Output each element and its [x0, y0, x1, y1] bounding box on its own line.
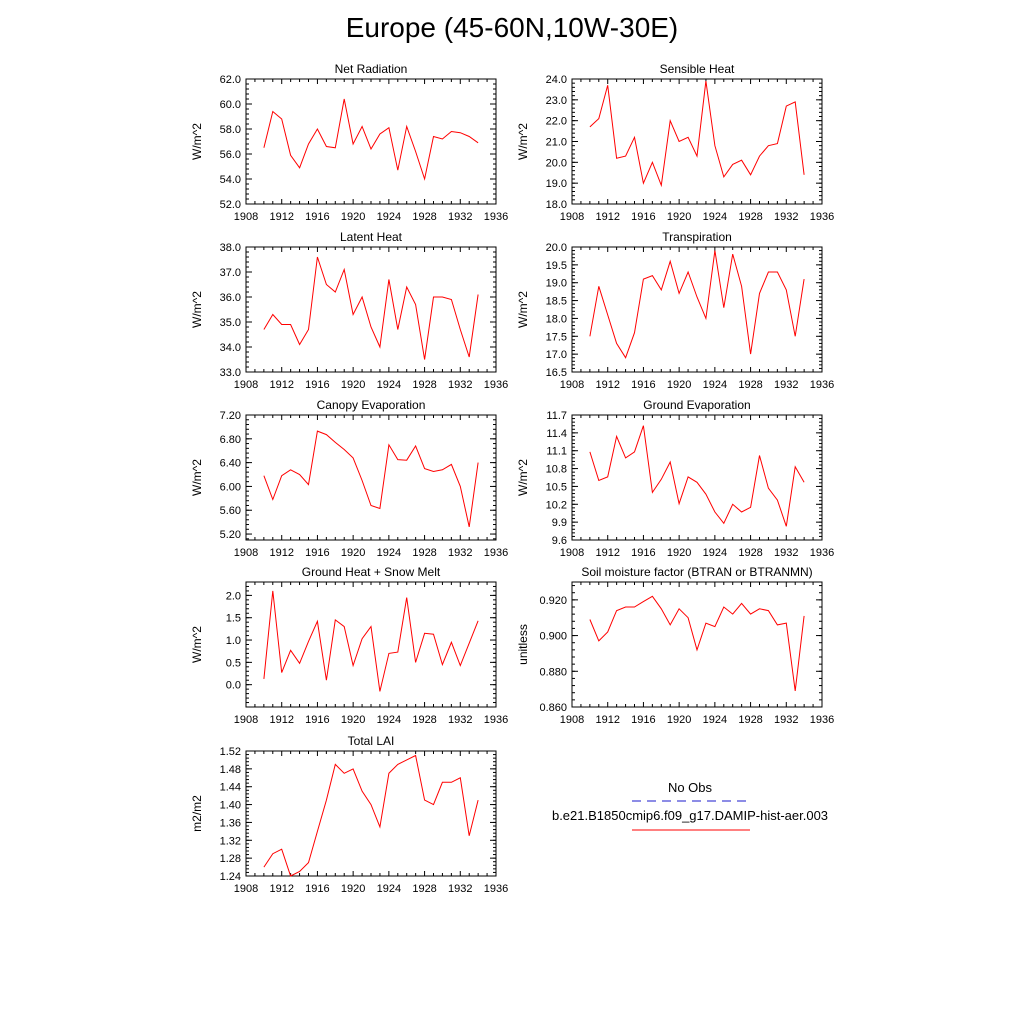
y-tick-label: 0.920 [539, 594, 567, 607]
legend [552, 780, 828, 830]
x-tick-label: 1924 [376, 714, 402, 726]
x-tick-label: 1924 [702, 211, 728, 223]
x-tick-label: 1936 [483, 547, 509, 559]
x-tick-label: 1912 [595, 379, 620, 391]
y-tick-label: 1.28 [219, 853, 241, 866]
series-line [590, 81, 804, 185]
x-tick-label: 1924 [702, 547, 728, 559]
series-line [264, 591, 478, 692]
series-line [264, 257, 478, 360]
x-tick-label: 1908 [233, 714, 259, 726]
x-tick-label: 1916 [631, 547, 656, 559]
legend-model-label: b.e21.B1850cmip6.f09_g17.DAMIP-hist-aer.003 [551, 808, 829, 823]
y-tick-label: 17.5 [545, 331, 567, 344]
y-tick-label: 1.36 [219, 817, 241, 830]
y-tick-label: 18.5 [545, 295, 567, 308]
y-tick-label: 0.0 [225, 679, 241, 692]
y-tick-label: 19.0 [545, 178, 567, 191]
panel-title: Ground Evaporation [643, 398, 751, 412]
x-tick-label: 1916 [305, 379, 330, 391]
y-tick-label: 9.6 [551, 535, 567, 547]
x-tick-label: 1936 [483, 714, 509, 726]
x-tick-label: 1912 [269, 547, 294, 559]
x-tick-label: 1924 [376, 883, 402, 895]
y-tick-label: 1.48 [219, 763, 241, 776]
y-tick-label: 56.0 [219, 149, 241, 161]
x-tick-label: 1908 [559, 714, 585, 726]
x-tick-label: 1932 [448, 883, 473, 895]
y-tick-label: 11.4 [546, 427, 567, 440]
y-tick-label: 9.9 [551, 517, 567, 530]
y-tick-label: 33.0 [219, 367, 241, 379]
x-tick-label: 1920 [340, 714, 366, 726]
chart-panel-9 [190, 734, 508, 895]
x-tick-label: 1936 [483, 883, 509, 895]
x-tick-label: 1912 [269, 714, 294, 726]
y-tick-label: 36.0 [219, 292, 241, 304]
y-tick-label: 6.00 [219, 481, 241, 494]
y-tick-label: 5.20 [219, 529, 241, 542]
plot-frame [246, 79, 496, 204]
x-tick-label: 1928 [412, 379, 437, 391]
panel-title: Ground Heat + Snow Melt [301, 565, 441, 579]
figure-title: Europe (45-60N,10W-30E) [345, 12, 679, 43]
x-tick-label: 1920 [340, 211, 366, 223]
y-tick-label: 18.0 [545, 313, 567, 326]
x-tick-label: 1912 [269, 379, 294, 391]
x-tick-label: 1924 [702, 714, 728, 726]
x-tick-label: 1928 [738, 547, 763, 559]
x-tick-label: 1908 [559, 547, 585, 559]
x-tick-label: 1936 [483, 379, 509, 391]
y-tick-label: 52.0 [219, 199, 241, 211]
x-tick-label: 1932 [774, 379, 799, 391]
x-tick-label: 1928 [412, 714, 437, 726]
y-tick-label: 10.8 [545, 463, 567, 476]
chart-panel-2 [516, 62, 834, 223]
y-axis-label: W/m^2 [190, 291, 204, 328]
x-tick-label: 1912 [595, 547, 620, 559]
y-tick-label: 6.80 [219, 433, 241, 446]
panel-title: Net Radiation [334, 62, 408, 76]
y-axis-label: W/m^2 [516, 123, 530, 160]
y-tick-label: 10.2 [545, 499, 567, 512]
x-tick-label: 1920 [340, 547, 366, 559]
x-tick-label: 1932 [774, 714, 799, 726]
x-tick-label: 1916 [305, 211, 330, 223]
x-tick-label: 1920 [666, 379, 692, 391]
x-tick-label: 1912 [269, 211, 294, 223]
y-tick-label: 17.0 [545, 349, 567, 362]
x-tick-label: 1936 [809, 211, 835, 223]
panel-title: Total LAI [347, 734, 395, 748]
y-tick-label: 2.0 [225, 590, 241, 603]
x-tick-label: 1908 [559, 211, 585, 223]
series-line [590, 251, 804, 358]
y-tick-label: 35.0 [219, 317, 241, 329]
y-tick-label: 21.0 [545, 136, 567, 149]
y-tick-label: 1.52 [219, 746, 241, 758]
x-tick-label: 1920 [340, 379, 366, 391]
y-axis-label: W/m^2 [516, 459, 530, 496]
y-tick-label: 1.44 [219, 781, 241, 794]
x-tick-label: 1924 [376, 379, 402, 391]
y-tick-label: 22.0 [545, 115, 567, 128]
y-axis-label: m2/m2 [190, 795, 204, 832]
x-tick-label: 1916 [305, 714, 330, 726]
y-tick-label: 1.24 [219, 871, 241, 883]
plot-frame [246, 247, 496, 372]
x-tick-label: 1908 [233, 211, 259, 223]
plot-frame [246, 751, 496, 876]
y-tick-label: 62.0 [219, 74, 241, 86]
y-tick-label: 5.60 [219, 505, 241, 518]
chart-panel-1 [190, 62, 508, 223]
y-tick-label: 0.880 [539, 666, 567, 679]
y-axis-label: W/m^2 [190, 459, 204, 496]
x-tick-label: 1936 [809, 379, 835, 391]
x-tick-label: 1912 [595, 714, 620, 726]
x-tick-label: 1932 [448, 547, 473, 559]
y-tick-label: 0.5 [225, 657, 241, 670]
x-tick-label: 1912 [595, 211, 620, 223]
y-axis-label: unitless [516, 624, 530, 665]
x-tick-label: 1932 [448, 379, 473, 391]
y-tick-label: 60.0 [219, 99, 241, 111]
x-tick-label: 1924 [376, 547, 402, 559]
x-tick-label: 1916 [305, 883, 330, 895]
chart-panel-3 [190, 230, 508, 391]
y-tick-label: 19.0 [545, 277, 567, 290]
x-tick-label: 1932 [448, 714, 473, 726]
x-tick-label: 1936 [809, 714, 835, 726]
chart-panel-5 [190, 398, 508, 559]
y-tick-label: 6.40 [219, 457, 241, 470]
series-line [590, 426, 804, 527]
x-tick-label: 1908 [233, 379, 259, 391]
x-tick-label: 1920 [666, 211, 692, 223]
x-tick-label: 1920 [666, 714, 692, 726]
x-tick-label: 1916 [631, 379, 656, 391]
x-tick-label: 1916 [631, 211, 656, 223]
y-tick-label: 54.0 [219, 174, 241, 186]
y-tick-label: 0.860 [539, 702, 567, 714]
x-tick-label: 1936 [483, 211, 509, 223]
y-tick-label: 10.5 [545, 481, 567, 494]
y-tick-label: 11.7 [546, 410, 567, 422]
x-tick-label: 1916 [305, 547, 330, 559]
x-tick-label: 1932 [774, 211, 799, 223]
y-tick-label: 1.0 [225, 635, 241, 648]
series-line [590, 596, 804, 691]
x-tick-label: 1908 [233, 883, 259, 895]
x-tick-label: 1928 [738, 211, 763, 223]
y-tick-label: 20.0 [545, 157, 567, 170]
x-tick-label: 1936 [809, 547, 835, 559]
y-tick-label: 19.5 [545, 259, 567, 272]
x-tick-label: 1916 [631, 714, 656, 726]
series-line [264, 431, 478, 527]
x-tick-label: 1928 [412, 883, 437, 895]
x-tick-label: 1924 [702, 379, 728, 391]
y-axis-label: W/m^2 [190, 123, 204, 160]
y-tick-label: 58.0 [219, 124, 241, 136]
panel-title: Transpiration [662, 230, 732, 244]
x-tick-label: 1928 [738, 714, 763, 726]
y-tick-label: 24.0 [545, 74, 567, 86]
panel-title: Canopy Evaporation [316, 398, 426, 412]
y-axis-label: W/m^2 [516, 291, 530, 328]
x-tick-label: 1928 [738, 379, 763, 391]
panel-title: Latent Heat [339, 230, 403, 244]
y-tick-label: 23.0 [545, 94, 567, 107]
y-tick-label: 0.900 [539, 630, 567, 643]
x-tick-label: 1920 [666, 547, 692, 559]
plot-frame [572, 247, 822, 372]
panel-title: Soil moisture factor (BTRAN or BTRANMN) [581, 565, 813, 579]
y-tick-label: 18.0 [545, 199, 567, 211]
chart-panel-8 [516, 565, 834, 726]
x-tick-label: 1920 [340, 883, 366, 895]
plot-frame [572, 582, 822, 707]
x-tick-label: 1912 [269, 883, 294, 895]
x-tick-label: 1932 [448, 211, 473, 223]
legend-obs-label: No Obs [667, 780, 713, 795]
y-tick-label: 1.5 [225, 612, 241, 625]
y-tick-label: 34.0 [219, 342, 241, 354]
series-line [264, 99, 478, 179]
x-tick-label: 1908 [559, 379, 585, 391]
y-tick-label: 1.40 [219, 799, 241, 812]
y-tick-label: 20.0 [545, 242, 567, 254]
chart-panel-7 [190, 565, 508, 726]
x-tick-label: 1924 [376, 211, 402, 223]
chart-panel-4 [516, 230, 834, 391]
y-tick-label: 38.0 [219, 242, 241, 254]
y-tick-label: 11.1 [546, 445, 567, 458]
y-tick-label: 7.20 [219, 410, 241, 422]
x-tick-label: 1928 [412, 211, 437, 223]
series-line [264, 756, 478, 877]
y-tick-label: 37.0 [219, 267, 241, 279]
x-tick-label: 1932 [774, 547, 799, 559]
plot-frame [246, 582, 496, 707]
panel-title: Sensible Heat [659, 62, 735, 76]
x-tick-label: 1928 [412, 547, 437, 559]
chart-panel-6 [516, 398, 834, 559]
x-tick-label: 1908 [233, 547, 259, 559]
y-tick-label: 16.5 [545, 367, 567, 379]
y-tick-label: 1.32 [219, 835, 241, 848]
y-axis-label: W/m^2 [190, 626, 204, 663]
plot-frame [246, 415, 496, 540]
